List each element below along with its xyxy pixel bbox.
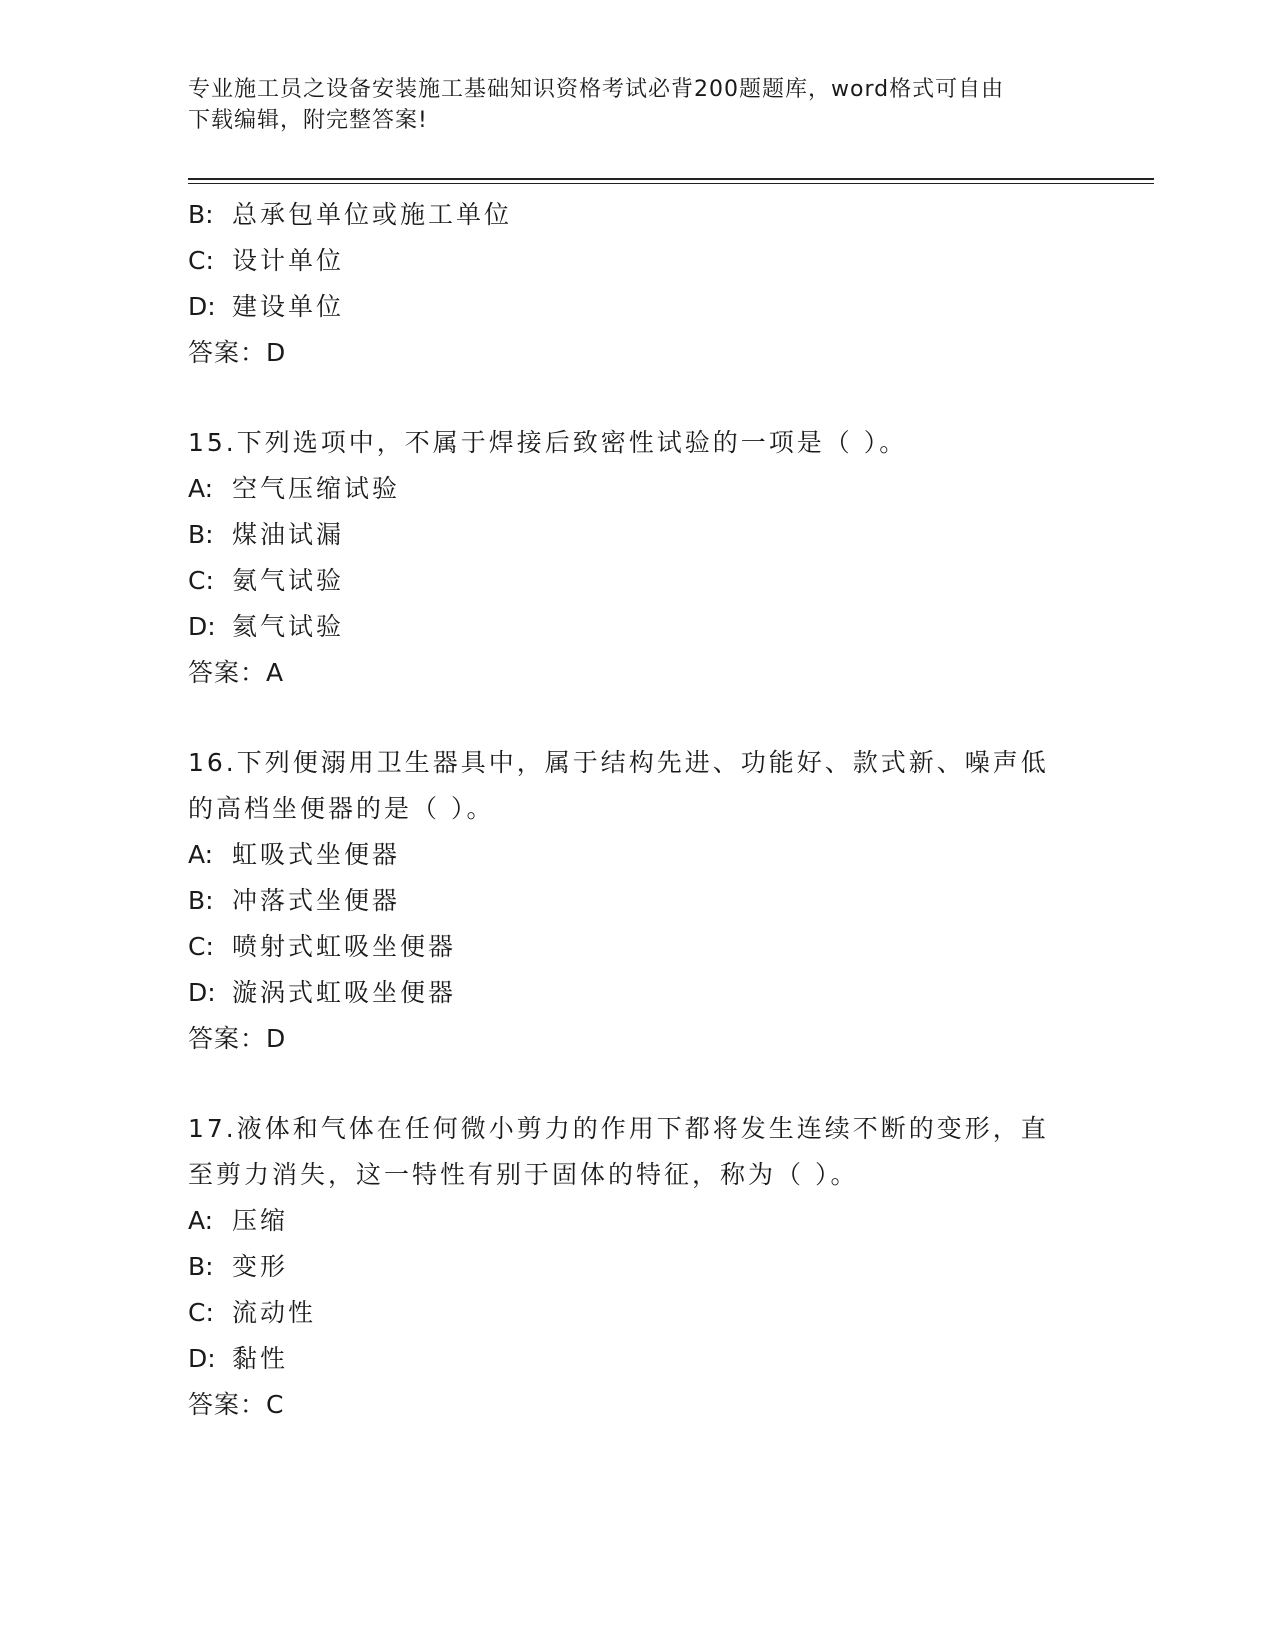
question-text-line-1: 17.液体和气体在任何微小剪力的作用下都将发生连续不断的变形，直 — [188, 1114, 1049, 1143]
option-a — [188, 1198, 1088, 1244]
answer-line — [188, 330, 1088, 376]
question-15 — [188, 420, 1088, 696]
option-d — [188, 1336, 1088, 1382]
question-14-continuation — [188, 192, 1088, 376]
option-b — [188, 512, 1088, 558]
question-16 — [188, 740, 1088, 1062]
option-letter: D: — [188, 292, 216, 321]
header-title-line-2: 下载编辑，附完整答案! — [188, 108, 428, 133]
question-17 — [188, 1106, 1088, 1428]
option-d — [188, 284, 1088, 330]
header-title-line-1: 专业施工员之设备安装施工基础知识资格考试必背200题题库，word格式可自由 — [188, 77, 1005, 102]
option-letter: D: — [188, 612, 216, 641]
option-letter: D: — [188, 978, 216, 1007]
option-c — [188, 558, 1088, 604]
answer-label: 答案： — [188, 1024, 267, 1053]
option-d — [188, 970, 1088, 1016]
answer-label: 答案： — [188, 1390, 267, 1419]
option-c — [188, 1290, 1088, 1336]
option-a — [188, 832, 1088, 878]
option-text: 虹吸式坐便器 — [232, 840, 401, 869]
spacer — [188, 1062, 1088, 1106]
option-text: 漩涡式虹吸坐便器 — [232, 978, 457, 1007]
spacer — [188, 696, 1088, 740]
question-list — [188, 192, 1088, 1428]
option-letter: D: — [188, 1344, 216, 1373]
option-text: 氦气试验 — [232, 612, 345, 641]
answer-line — [188, 1382, 1088, 1428]
option-letter: C: — [188, 932, 214, 961]
option-letter: B: — [188, 520, 214, 549]
option-text: 压缩 — [232, 1206, 289, 1235]
option-letter: A: — [188, 1206, 214, 1235]
spacer — [188, 376, 1088, 420]
option-text: 喷射式虹吸坐便器 — [232, 932, 457, 961]
question-text: 15.下列选项中，不属于焊接后致密性试验的一项是（ ）。 — [188, 428, 908, 457]
option-text: 总承包单位或施工单位 — [232, 200, 513, 229]
option-letter: C: — [188, 1298, 214, 1327]
option-d — [188, 604, 1088, 650]
option-letter: A: — [188, 840, 214, 869]
answer-value: D — [266, 1024, 287, 1053]
answer-label: 答案： — [188, 338, 267, 367]
question-text-line-2: 至剪力消失，这一特性有别于固体的特征，称为（ ）。 — [188, 1160, 859, 1189]
option-letter: B: — [188, 1252, 214, 1281]
option-c — [188, 924, 1088, 970]
option-b — [188, 192, 1088, 238]
option-text: 氨气试验 — [232, 566, 345, 595]
option-text: 建设单位 — [232, 292, 345, 321]
header-divider-thick — [188, 178, 1154, 180]
option-letter: B: — [188, 200, 214, 229]
option-letter: C: — [188, 246, 214, 275]
option-text: 设计单位 — [232, 246, 345, 275]
option-text: 冲落式坐便器 — [232, 886, 401, 915]
question-text-line-2: 的高档坐便器的是（ ）。 — [188, 794, 495, 823]
option-text: 空气压缩试验 — [232, 474, 401, 503]
option-text: 流动性 — [232, 1298, 317, 1327]
answer-value: D — [266, 338, 287, 367]
answer-line — [188, 1016, 1088, 1062]
option-letter: C: — [188, 566, 214, 595]
option-text: 煤油试漏 — [232, 520, 345, 549]
answer-value: C — [266, 1390, 285, 1419]
option-letter: B: — [188, 886, 214, 915]
question-text-line-1: 16.下列便溺用卫生器具中，属于结构先进、功能好、款式新、噪声低 — [188, 748, 1049, 777]
header-divider-thin — [188, 183, 1154, 184]
option-text: 黏性 — [232, 1344, 289, 1373]
answer-label: 答案： — [188, 658, 267, 687]
option-b — [188, 878, 1088, 924]
option-letter: A: — [188, 474, 214, 503]
option-a — [188, 466, 1088, 512]
answer-line — [188, 650, 1088, 696]
answer-value: A — [266, 658, 285, 687]
option-b — [188, 1244, 1088, 1290]
document-header — [188, 74, 1068, 136]
option-text: 变形 — [232, 1252, 289, 1281]
option-c — [188, 238, 1088, 284]
